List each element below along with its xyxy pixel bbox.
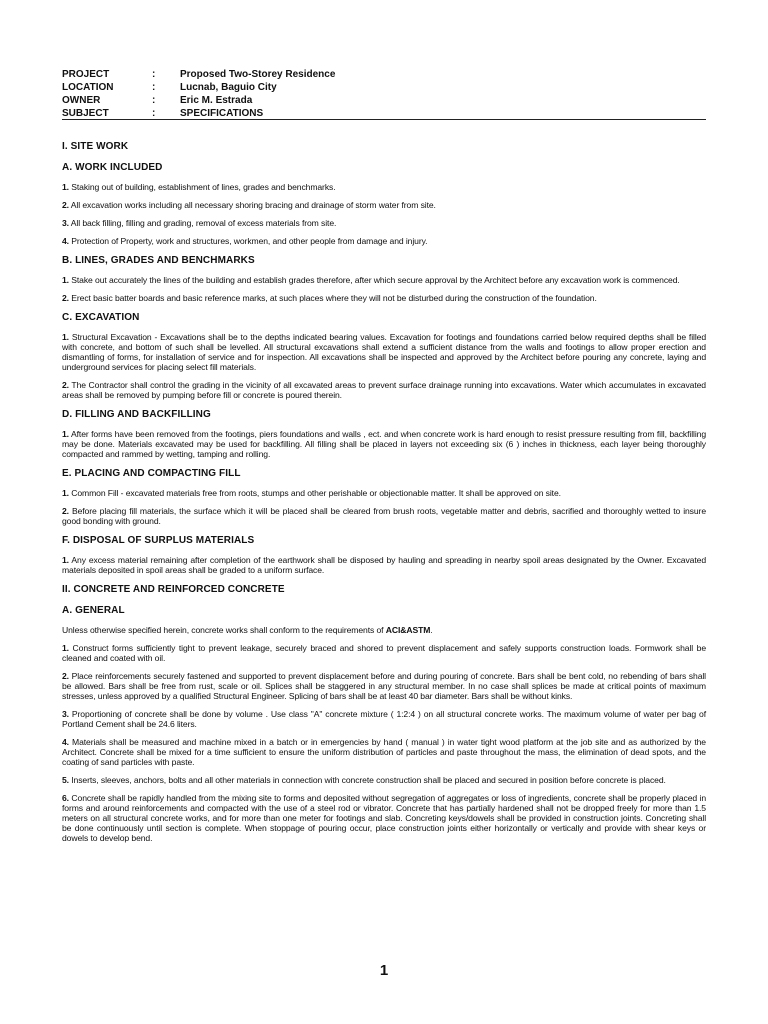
item-number: 2. <box>62 671 69 681</box>
subject-value: SPECIFICATIONS <box>180 108 264 119</box>
paragraph <box>62 380 706 400</box>
paragraph <box>62 236 706 246</box>
subsection-title-work-included: A. WORK INCLUDED <box>62 162 163 173</box>
paragraph <box>62 709 706 729</box>
item-text: Inserts, sleeves, anchors, bolts and all other materials in connection with concrete construction shall be placed and secured in position before concrete is placed. <box>68 775 666 785</box>
paragraph <box>62 488 706 498</box>
item-number: 4. <box>62 737 69 747</box>
item-text: Staking out of building, establishment of lines, grades and benchmarks. <box>68 182 336 192</box>
subsection-title-general: A. GENERAL <box>62 605 125 616</box>
subsection-title-excavation: C. EXCAVATION <box>62 312 140 323</box>
paragraph <box>62 506 706 526</box>
project-label: PROJECT <box>62 69 110 80</box>
owner-label: OWNER <box>62 95 101 106</box>
intro-end: . <box>430 625 433 635</box>
subject-label: SUBJECT <box>62 108 109 119</box>
header-row-project <box>62 68 706 81</box>
item-number: 1. <box>62 555 69 565</box>
item-number: 1. <box>62 643 69 653</box>
paragraph <box>62 643 706 663</box>
item-number: 6. <box>62 793 69 803</box>
item-number: 3. <box>62 709 69 719</box>
item-text: Common Fill - excavated materials free from roots, stumps and other perishable or objectionable matter. It shall be approved on site. <box>68 488 561 498</box>
header-row-location <box>62 81 706 94</box>
item-number: 5. <box>62 775 69 785</box>
item-text: Materials shall be measured and machine mixed in a batch or in emergencies by hand ( manual ) in water tight wood platform at the job site and as authorized by the Architect. Concrete shall be mixed for a time sufficient to ensure the uniform distribution of particles and paste throughout the mass, the elimination of dead spots, and the coating of sand particles with paste. <box>62 737 706 767</box>
item-text: Any excess material remaining after completion of the earthwork shall be disposed by hauling and spreading in nearby spoil areas designated by the Owner. Excavated materials deposited in spoil areas shall be graded to a uniform surface. <box>62 555 706 575</box>
location-label: LOCATION <box>62 82 114 93</box>
item-text: Concrete shall be rapidly handled from the mixing site to forms and deposited without segregation of aggregates or loss of ingredients, concrete shall be properly placed in forms and around reinforcements and compacted with the use of a steel rod or vibrator. Concrete that has partially hardened shall not be dropped freely for more than 1.5 meters on all structural concrete works, and for more than one meter for footings and slab. Concreting keys/dowels shall be provided in construction joints. Concreting shall be done continuously until section is complete. When stoppage of pouring occur, place construction joints either horizontally or vertically and provide with shear keys or dowels to develop bend. <box>62 793 706 843</box>
subsection-title-lines-grades: B. LINES, GRADES AND BENCHMARKS <box>62 255 255 266</box>
item-text: All back filling, filling and grading, removal of excess materials from site. <box>68 218 337 228</box>
owner-colon: : <box>152 95 156 106</box>
paragraph <box>62 671 706 701</box>
paragraph <box>62 555 706 575</box>
item-number: 1. <box>62 429 69 439</box>
owner-value: Eric M. Estrada <box>180 95 253 106</box>
item-number: 2. <box>62 293 69 303</box>
page-number: 1 <box>379 962 389 979</box>
header-row-owner <box>62 94 706 107</box>
item-number: 2. <box>62 380 69 390</box>
paragraph <box>62 429 706 459</box>
item-text: Stake out accurately the lines of the building and establish grades therefore, after which secure approval by the Architect before any excavation work is commenced. <box>68 275 680 285</box>
item-text: Before placing fill materials, the surface which it will be placed shall be cleared from brush roots, vegetable matter and debris, sacrified and thoroughly wetted to insure good bonding with ground. <box>62 506 706 526</box>
subsection-title-placing-fill: E. PLACING AND COMPACTING FILL <box>62 468 241 479</box>
paragraph <box>62 182 706 192</box>
item-number: 4. <box>62 236 69 246</box>
item-number: 3. <box>62 218 69 228</box>
item-text: Structural Excavation - Excavations shall be to the depths indicated bearing values. Excavation for footings and foundations carried below required depths shall be filled with concrete, and bottom of such shall be levelled. All structural excavations shall extend a sufficient distance from the walls and footings to allow proper erection and dismantling of forms, for installation of service and for inspection. All excavations shall be inspected and approved by the Architect before pouring any concrete, laying and underground services for placing select fill materials. <box>62 332 706 372</box>
paragraph <box>62 625 706 635</box>
item-text: Protection of Property, work and structures, workmen, and other people from damage and injury. <box>68 236 428 246</box>
paragraph <box>62 775 706 785</box>
item-number: 2. <box>62 200 69 210</box>
section-title-concrete: II. CONCRETE AND REINFORCED CONCRETE <box>62 584 285 595</box>
paragraph <box>62 793 706 843</box>
item-text: Construct forms sufficiently tight to prevent leakage, securely braced and shored to prevent displacement and safely supports construction loads. Formwork shall be cleaned and coated with oil. <box>62 643 706 663</box>
document-body <box>62 140 706 851</box>
paragraph <box>62 293 706 303</box>
subsection-title-disposal: F. DISPOSAL OF SURPLUS MATERIALS <box>62 535 255 546</box>
intro-text: Unless otherwise specified herein, concrete works shall conform to the requirements of <box>62 625 386 635</box>
item-number: 1. <box>62 182 69 192</box>
project-value: Proposed Two-Storey Residence <box>180 69 336 80</box>
paragraph <box>62 332 706 372</box>
subsection-title-filling: D. FILLING AND BACKFILLING <box>62 409 211 420</box>
intro-standard: ACI&ASTM <box>385 625 431 635</box>
document-header <box>62 68 706 120</box>
subject-colon: : <box>152 108 156 119</box>
item-text: Erect basic batter boards and basic reference marks, at such places where they will not be disturbed during the construction of the foundation. <box>68 293 597 303</box>
location-colon: : <box>152 82 156 93</box>
project-colon: : <box>152 69 156 80</box>
location-value: Lucnab, Baguio City <box>180 82 277 93</box>
paragraph <box>62 200 706 210</box>
item-text: Place reinforcements securely fastened and supported to prevent displacement before and during pouring of concrete. Bars shall be bent cold, no rebending of bars shall be allowed. Bars shall be free from rust, scale or oil. Splices shall be staggered in any structural member. In no case shall splices be made at critical points of maximum stresses, unless approved by a qualified Structural Engineer. Splicing of bars shall be at least 40 bar diameter. Bars shall be without kinks. <box>62 671 706 701</box>
paragraph <box>62 275 706 285</box>
paragraph <box>62 737 706 767</box>
item-text: Proportioning of concrete shall be done by volume . Use class "A" concrete mixture ( 1:2:4 ) on all structural concrete works. The maximum volume of water per bag of Portland Cement shall be 24.6 liters. <box>62 709 706 729</box>
item-text: The Contractor shall control the grading in the vicinity of all excavated areas to prevent surface drainage running into excavations. Water which accumulates in excavated areas shall be removed by pumping before fill or concrete is poured therein. <box>62 380 706 400</box>
item-text: All excavation works including all necessary shoring bracing and drainage of storm water from site. <box>68 200 436 210</box>
item-number: 1. <box>62 488 69 498</box>
item-number: 1. <box>62 275 69 285</box>
item-text: After forms have been removed from the footings, piers foundations and walls , ect. and when concrete work is hard enough to resist pressure resulting from fill, backfilling may be done. Materials excavated may be used for backfilling. All filling shall be placed in layers not exceeding six (6 ) inches in thickness, each layer being thoroughly compacted and rammed by wetting, tamping and rolling. <box>62 429 706 459</box>
header-divider <box>62 119 706 120</box>
paragraph <box>62 218 706 228</box>
section-title-site-work: I. SITE WORK <box>62 141 129 152</box>
item-number: 1. <box>62 332 69 342</box>
item-number: 2. <box>62 506 69 516</box>
